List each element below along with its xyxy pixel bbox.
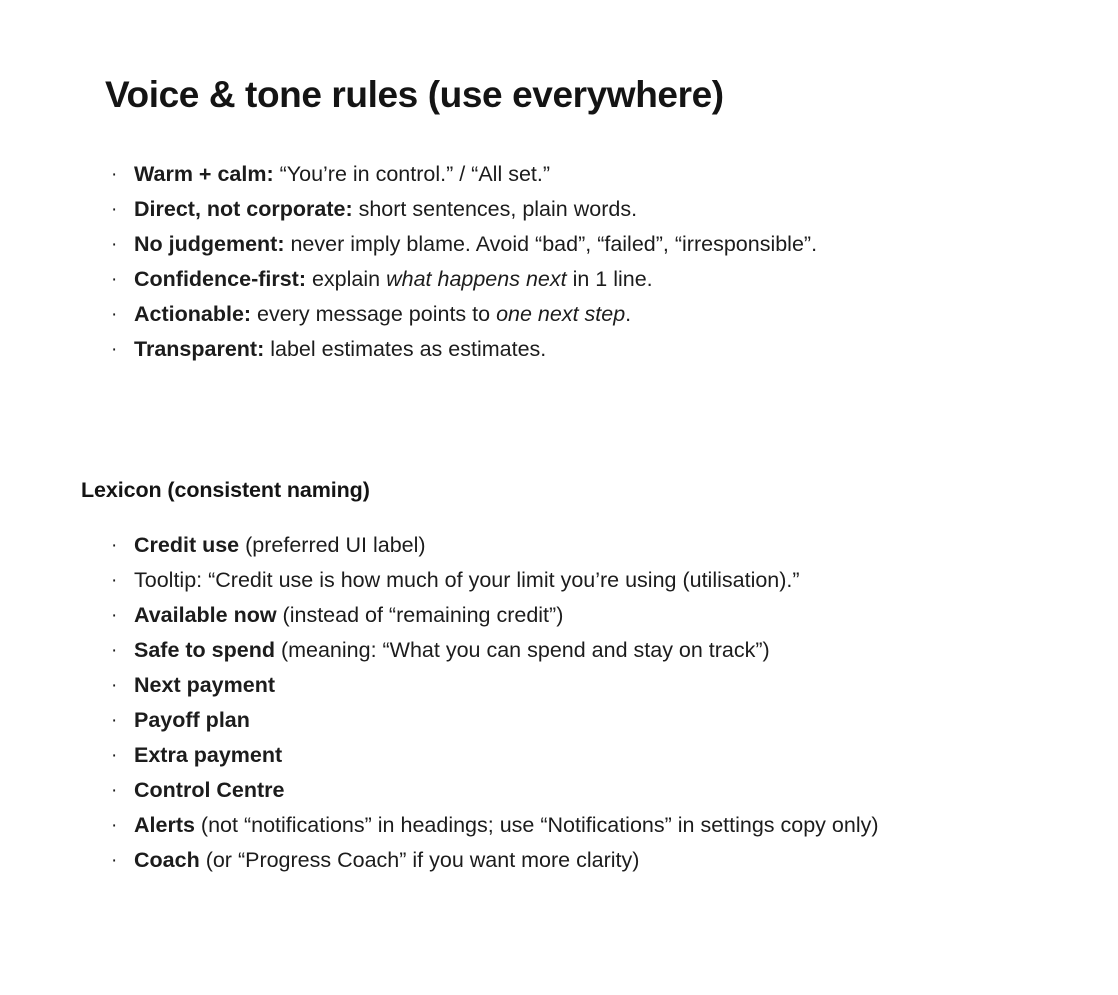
bullet-dot-icon: · <box>111 535 118 556</box>
list-item <box>110 563 990 598</box>
list-item-text: explain <box>306 267 387 291</box>
bullet-dot-icon: · <box>111 745 118 766</box>
lexicon-heading: Lexicon (consistent naming) <box>81 477 370 502</box>
list-item <box>110 262 1010 297</box>
list-item-lead: Safe to spend <box>134 638 275 662</box>
list-item <box>110 192 1010 227</box>
bullet-dot-icon: · <box>111 815 118 836</box>
list-item <box>110 808 990 843</box>
bullet-dot-icon: · <box>111 269 118 290</box>
list-item-text: (or “Progress Coach” if you want more clarity) <box>199 848 640 872</box>
list-item-lead: Available now <box>134 603 277 627</box>
bullet-dot-icon: · <box>111 304 118 325</box>
page-title: Voice & tone rules (use everywhere) <box>105 73 724 115</box>
bullet-dot-icon: · <box>111 570 118 591</box>
list-item <box>110 738 990 773</box>
list-item <box>110 332 1010 367</box>
voice-tone-rules-list <box>110 157 1010 367</box>
bullet-dot-icon: · <box>111 675 118 696</box>
list-item-text: short sentences, plain words. <box>352 197 638 221</box>
list-item-lead: Next payment <box>134 673 275 697</box>
list-item-text: “You’re in control.” / “All set.” <box>273 162 551 186</box>
list-item-tail: . <box>625 302 632 326</box>
list-item <box>110 633 990 668</box>
bullet-dot-icon: · <box>111 850 118 871</box>
list-item-text: (meaning: “What you can spend and stay on track”) <box>274 638 770 662</box>
bullet-dot-icon: · <box>111 199 118 220</box>
list-item-lead: Actionable: <box>134 302 252 326</box>
list-item <box>110 843 990 878</box>
list-item-lead: Control Centre <box>134 778 285 802</box>
list-item-emphasis: what happens next <box>386 267 567 291</box>
bullet-dot-icon: · <box>111 605 118 626</box>
list-item-text: every message points to <box>251 302 497 326</box>
bullet-dot-icon: · <box>111 339 118 360</box>
list-item-text: label estimates as estimates. <box>264 337 547 361</box>
list-item <box>110 297 1010 332</box>
lexicon-list <box>110 528 990 878</box>
list-item-lead: Direct, not corporate: <box>134 197 353 221</box>
list-item-lead: Confidence-first: <box>134 267 306 291</box>
list-item <box>110 773 990 808</box>
list-item-text: (not “notifications” in headings; use “Notifications” in settings copy only) <box>194 813 879 837</box>
list-item-lead: Warm + calm: <box>134 162 274 186</box>
list-item-lead: Alerts <box>134 813 195 837</box>
bullet-dot-icon: · <box>111 234 118 255</box>
list-item-tail: in 1 line. <box>566 267 653 291</box>
list-item-text: (instead of “remaining credit”) <box>276 603 564 627</box>
list-item <box>110 157 1010 192</box>
bullet-dot-icon: · <box>111 640 118 661</box>
list-item-lead: Transparent: <box>134 337 265 361</box>
list-item <box>110 528 990 563</box>
list-item-text: Tooltip: “Credit use is how much of your limit you’re using (utilisation).” <box>134 568 800 592</box>
list-item <box>110 227 1010 262</box>
list-item-lead: Extra payment <box>134 743 283 767</box>
list-item-emphasis: one next step <box>496 302 626 326</box>
list-item-lead: Credit use <box>134 533 240 557</box>
bullet-dot-icon: · <box>111 710 118 731</box>
list-item-text: never imply blame. Avoid “bad”, “failed”, “irresponsible”. <box>284 232 818 256</box>
list-item-lead: Coach <box>134 848 200 872</box>
bullet-dot-icon: · <box>111 164 118 185</box>
list-item <box>110 598 990 633</box>
list-item-text: (preferred UI label) <box>239 533 426 557</box>
list-item-lead: No judgement: <box>134 232 285 256</box>
list-item <box>110 703 990 738</box>
bullet-dot-icon: · <box>111 780 118 801</box>
list-item-lead: Payoff plan <box>134 708 250 732</box>
list-item <box>110 668 990 703</box>
